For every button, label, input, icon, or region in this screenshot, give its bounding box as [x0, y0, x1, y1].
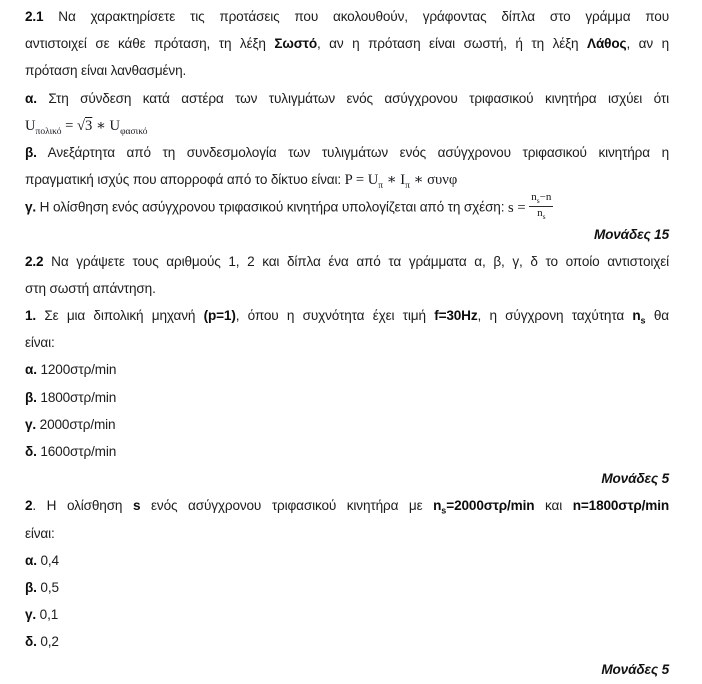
exercise-2-1-intro-line-1 [25, 3, 669, 30]
question-2-line-2 [25, 520, 669, 547]
question-number: 1. [25, 308, 37, 324]
symbol-n: n [531, 191, 537, 204]
marks-label: Μονάδες 5 [601, 471, 669, 487]
symbol-U-phase: U [109, 117, 121, 134]
question-2-line-1 [25, 492, 669, 519]
text-run: πρόταση είναι λανθασμένη. [25, 63, 187, 79]
exercise-2-2-intro-line-1 [25, 248, 669, 275]
exercise-2-1-intro-line-3 [25, 57, 669, 84]
subscript-s: s [542, 211, 546, 221]
question-1-line-2 [25, 329, 669, 356]
text-run: , αν η πρόταση είναι σωστή, ή τη λέξη [316, 36, 588, 52]
question-2-option-a [25, 547, 669, 574]
text-run: Η ολίσθηση ενός ασύγχρονου τριφασικού κινητήρα υπολογίζεται από τη σχέση: [36, 199, 508, 215]
text-run: στη σωστή απάντηση. [25, 280, 156, 296]
sqrt-radical-icon: √ [77, 117, 86, 134]
text-run: . Η ολίσθηση [32, 498, 133, 514]
exercise-number: 2.1 [25, 9, 44, 24]
option-value: 1800στρ/min [36, 389, 117, 405]
text-run: πραγματική ισχύς που απορροφά από το δίκτυο είναι: [25, 172, 345, 188]
voltage-formula [25, 117, 148, 137]
question-2-option-b [25, 574, 669, 601]
statement-b-line-2 [25, 166, 669, 193]
symbol-U: U [367, 172, 379, 189]
multiply-sign: ∗ [383, 172, 401, 189]
text-run: , αν η [626, 36, 669, 52]
marks-5-line-2 [25, 656, 669, 683]
question-2-option-c [25, 601, 669, 628]
text-run: ενός ασύγχρονου τριφασικού κινητήρα με [140, 498, 434, 514]
text-run: είναι: [25, 525, 55, 541]
option-value: 0,1 [36, 607, 59, 623]
text-run: αντιστοιχεί σε κάθε πρόταση, τη λέξη [25, 36, 275, 52]
subscript-pi: π [405, 181, 410, 192]
option-letter: γ. [25, 607, 37, 623]
minus-n: −n [539, 191, 552, 204]
statement-letter-c: γ. [25, 199, 37, 215]
question-2-option-d [25, 628, 669, 655]
statement-letter-b: β. [25, 144, 37, 160]
marks-5-line-1 [25, 465, 669, 492]
value-p1: (p=1) [203, 308, 236, 324]
subscript-pi: π [378, 181, 384, 192]
keyword-wrong: Λάθος [587, 36, 627, 52]
option-letter: γ. [25, 416, 37, 432]
question-1-option-c [25, 411, 669, 438]
option-value: 2000στρ/min [36, 416, 116, 432]
question-1-option-b [25, 384, 669, 411]
subscript-s: s [640, 315, 646, 326]
symbol-ns [632, 308, 646, 326]
question-1-option-a [25, 356, 669, 383]
symbol-n: n [632, 308, 641, 324]
value-n-1800: n=1800στρ/min [572, 498, 669, 514]
multiply-sign: ∗ [409, 172, 428, 189]
value-ns-2000 [433, 498, 535, 517]
symbol-n: n [433, 498, 442, 514]
symbol-P: P [344, 172, 353, 189]
symbol-n: n [537, 206, 543, 219]
subscript-phase: φασικό [120, 126, 148, 137]
equals-sign: = [352, 172, 368, 189]
marks-15-line [25, 221, 669, 248]
statement-a-line [25, 85, 669, 112]
option-value: 1200στρ/min [36, 362, 117, 378]
statement-letter-a: α. [25, 90, 37, 106]
text-run: Να χαρακτηρίσετε τις προτάσεις που ακολουθούν, γράφοντας δίπλα στο γράμμα που [43, 9, 669, 24]
text-run: , όπου η συχνότητα έχει τιμή [235, 308, 435, 324]
subscript-s: s [536, 196, 540, 206]
value-f30hz: f=30Hz [434, 308, 478, 324]
text-run: Ανεξάρτητα από τη συνδεσμολογία των τυλιγμάτων ενός ασύγχρονου τριφασικού κινητήρα η [36, 144, 669, 160]
text-run: θα [645, 308, 669, 324]
marks-label: Μονάδες 5 [601, 661, 669, 677]
fraction-denominator [529, 207, 553, 221]
text-run: Να γράψετε τους αριθμούς 1, 2 και δίπλα ένα από τα γράμματα α, β, γ, δ το οποίο αντιστοιχεί [43, 253, 669, 269]
option-letter: α. [25, 362, 37, 378]
question-1-option-d [25, 438, 669, 465]
subscript-polar: πολικό [35, 126, 62, 137]
option-value: 0,5 [36, 579, 59, 595]
multiply-sign: ∗ [92, 117, 110, 134]
exercise-2-2-intro-line-2 [25, 275, 669, 302]
question-1-line-1 [25, 302, 669, 329]
option-value: 0,2 [36, 634, 59, 650]
option-letter: α. [25, 552, 37, 568]
statement-b-line-1 [25, 139, 669, 166]
equals-sign: = [61, 117, 77, 134]
marks-label: Μονάδες 15 [593, 226, 669, 242]
slip-formula [507, 191, 553, 221]
text-run: είναι: [25, 335, 55, 351]
option-letter: β. [25, 579, 37, 595]
symbol-cosphi: συνφ [427, 172, 458, 189]
text-run: , η σύγχρονη ταχύτητα [477, 308, 633, 324]
text-run: και [534, 498, 573, 514]
option-letter: δ. [25, 444, 37, 459]
slip-fraction [529, 191, 553, 221]
statement-a-formula-line [25, 112, 669, 139]
option-value: 1600στρ/min [36, 444, 117, 459]
exercise-number: 2.2 [25, 253, 44, 269]
symbol-I: I [400, 172, 406, 189]
text-run: Σε μια διπολική μηχανή [36, 308, 204, 324]
keyword-correct: Σωστό [274, 36, 317, 52]
symbol-s: s [132, 498, 141, 514]
question-number: 2 [25, 498, 33, 514]
equals-sign: = [513, 199, 530, 216]
subscript-s: s [441, 506, 447, 517]
exercise-2-1-intro-line-2 [25, 30, 669, 57]
option-letter: β. [25, 389, 37, 405]
option-value: 0,4 [36, 552, 59, 568]
value-run: =2000στρ/min [446, 498, 535, 514]
fraction-numerator [529, 191, 553, 206]
symbol-U-line: U [25, 117, 36, 134]
text-run: Στη σύνδεση κατά αστέρα των τυλιγμάτων ενός ασύγχρονου τριφασικού κινητήρα ισχύει ότι [36, 90, 669, 106]
power-formula [344, 172, 458, 192]
symbol-s: s [507, 199, 514, 216]
option-letter: δ. [25, 634, 37, 650]
radicand-3: 3 [85, 117, 93, 134]
statement-c-line [25, 193, 669, 220]
